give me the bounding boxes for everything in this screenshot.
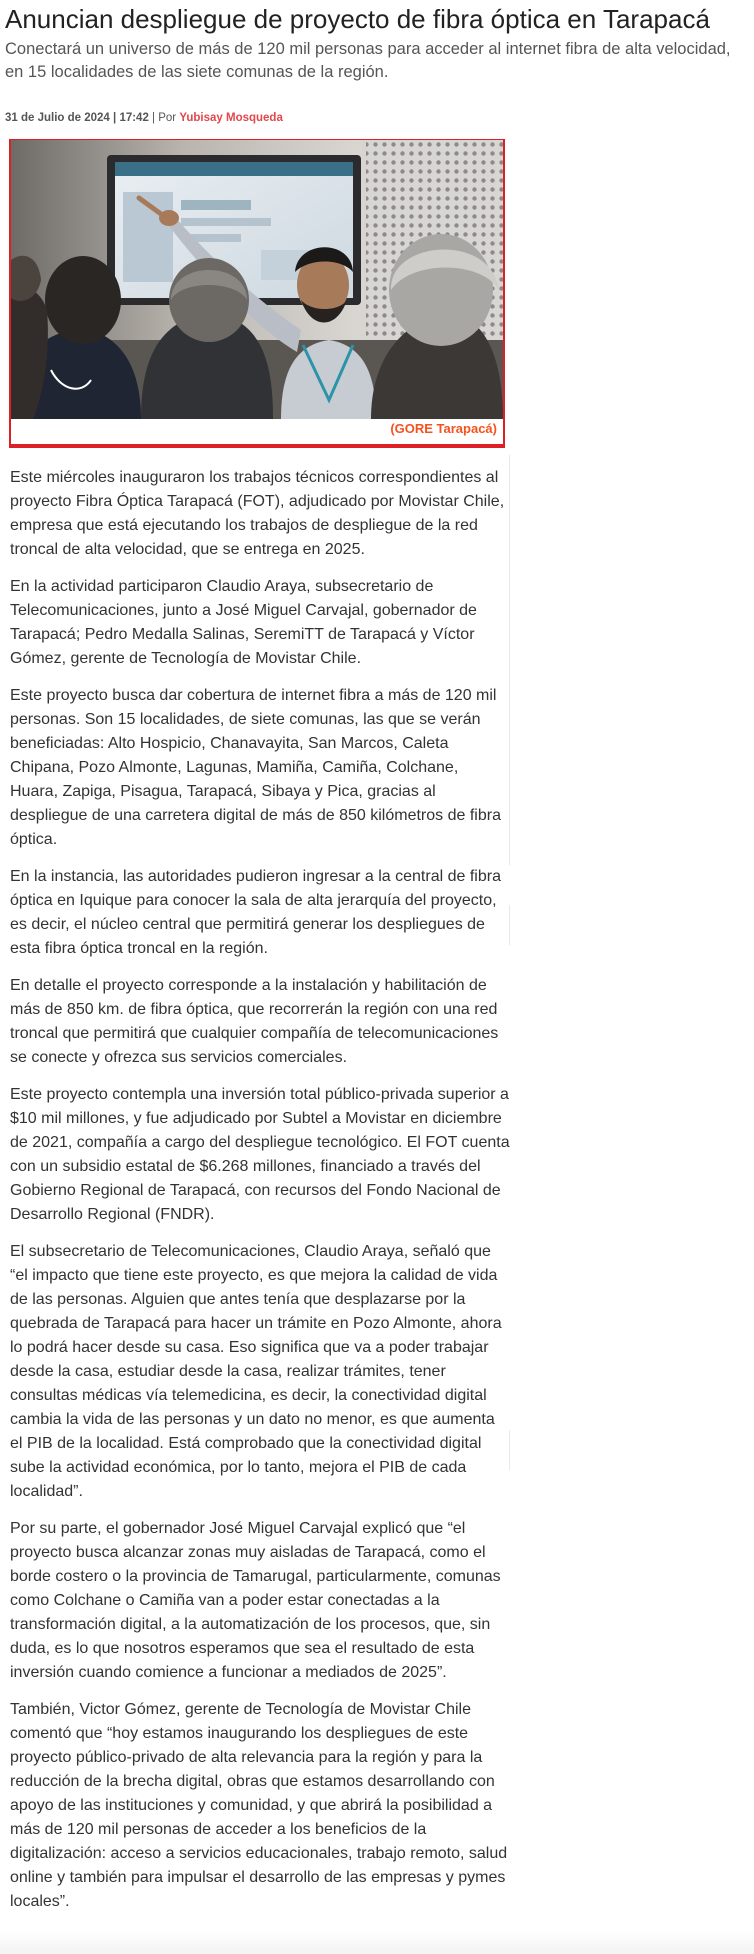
body-paragraph: Este proyecto busca dar cobertura de internet fibra a más de 120 mil personas. Son 15 localidades, de siete comunas, las que se verán beneficiadas: Alto Hospicio, Chanavayita, San Marcos, Caleta Chipana, Pozo Almonte, Lagunas, Mamiña, Camiña, Colchane, Huara, Zapiga, Pisagua, Tarapacá, Sibaya y Pica, gracias al despliegue de una carretera digital de más de 850 kilómetros de fibra óptica. <box>10 687 501 848</box>
body-paragraph: Por su parte, el gobernador José Miguel Carvajal explicó que “el proyecto busca alcanzar zonas muy aisladas de Tarapacá, como el borde costero o la provincia de Tamarugal, particularmente, comunas como Colchane o Camiña van a poder estar conectadas a la transformación digital, a la automatización de los procesos, que, sin duda, es lo que nosotros esperamos que sea el resultado de esta inversión cuando comience a funcionar a mediados de 2025”. <box>10 1520 501 1681</box>
body-paragraph: En detalle el proyecto corresponde a la instalación y habilitación de más de 850 km. de fibra óptica, que recorrerán la región con una red troncal que permitirá que cualquier compañía de telecomunicaciones se conecte y ofrezca sus servicios comerciales. <box>10 977 499 1066</box>
article-meta <box>5 111 283 125</box>
article-photo <box>11 140 503 419</box>
body-paragraph: Este proyecto contempla una inversión total público-privada superior a $10 mil millones, y fue adjudicado por Subtel a Movistar en diciembre de 2021, compañía a cargo del despliegue tecnológico. El FOT cuenta con un subsidio estatal de $6.268 millones, financiado a través del Gobierno Regional de Tarapacá, con recursos del Fondo Nacional de Desarrollo Regional (FNDR). <box>10 1086 510 1223</box>
page-bottom-shade <box>0 1930 754 1954</box>
author-link[interactable]: Yubisay Mosqueda <box>179 112 283 124</box>
body-paragraph: El subsecretario de Telecomunicaciones, Claudio Araya, señaló que “el impacto que tiene este proyecto, es que mejora la calidad de vida de las personas. Alguien que antes tenía que desplazarse por la quebrada de Tarapacá para hacer un trámite en Pozo Almonte, ahora lo podrá hacer desde su casa. Eso significa que va a poder trabajar desde la casa, estudiar desde la casa, realizar trámites, tener consultas médicas vía telemedicina, es decir, la conectividad digital cambia la vida de las personas y un dato no menor, es que aumenta el PIB de la localidad. Está comprobado que la conectividad digital sube la actividad económica, por lo tanto, mejora el PIB de cada localidad”. <box>10 1243 502 1500</box>
byline-prefix: | Por <box>148 112 180 124</box>
article-figure <box>9 139 505 448</box>
body-paragraph: En la instancia, las autoridades pudieron ingresar a la central de fibra óptica en Iquique para conocer la sala de alta jerarquía del proyecto, es decir, el núcleo central que permitirá generar los despliegues de esta fibra óptica troncal en la región. <box>10 868 501 957</box>
photo-caption: (GORE Tarapacá) <box>390 421 497 436</box>
article-body <box>10 466 510 1927</box>
body-paragraph: Este miércoles inauguraron los trabajos técnicos correspondientes al proyecto Fibra Óptica Tarapacá (FOT), adjudicado por Movistar Chile, empresa que está ejecutando los trabajos de despliegue de la red troncal de alta velocidad, que se entrega en 2025. <box>10 469 505 558</box>
body-paragraph: También, Victor Gómez, gerente de Tecnología de Movistar Chile comentó que “hoy estamos inaugurando los despliegues de este proyecto público-privado de alta relevancia para la región y para la reducción de la brecha digital, obras que estamos desarrollando con apoyo de las instituciones y comunidad, y que abrirá la posibilidad a más de 120 mil personas de acceder a los beneficios de la digitalización: acceso a servicios educacionales, trabajo remoto, salud online y también para impulsar el desarrollo de las empresas y pymes locales”. <box>10 1701 508 1910</box>
article-subtitle: Conectará un universo de más de 120 mil personas para acceder al internet fibra de alta velocidad, en 15 localidades de las siete comunas de la región. <box>5 40 731 81</box>
publish-date: 31 de Julio de 2024 | 17:42 <box>5 112 149 124</box>
body-paragraph: En la actividad participaron Claudio Araya, subsecretario de Telecomunicaciones, junto a José Miguel Carvajal, gobernador de Tarapacá; Pedro Medalla Salinas, SeremiTT de Tarapacá y Víctor Gómez, gerente de Tecnología de Movistar Chile. <box>10 578 477 667</box>
article-headline: Anuncian despliegue de proyecto de fibra óptica en Tarapacá <box>5 4 710 34</box>
